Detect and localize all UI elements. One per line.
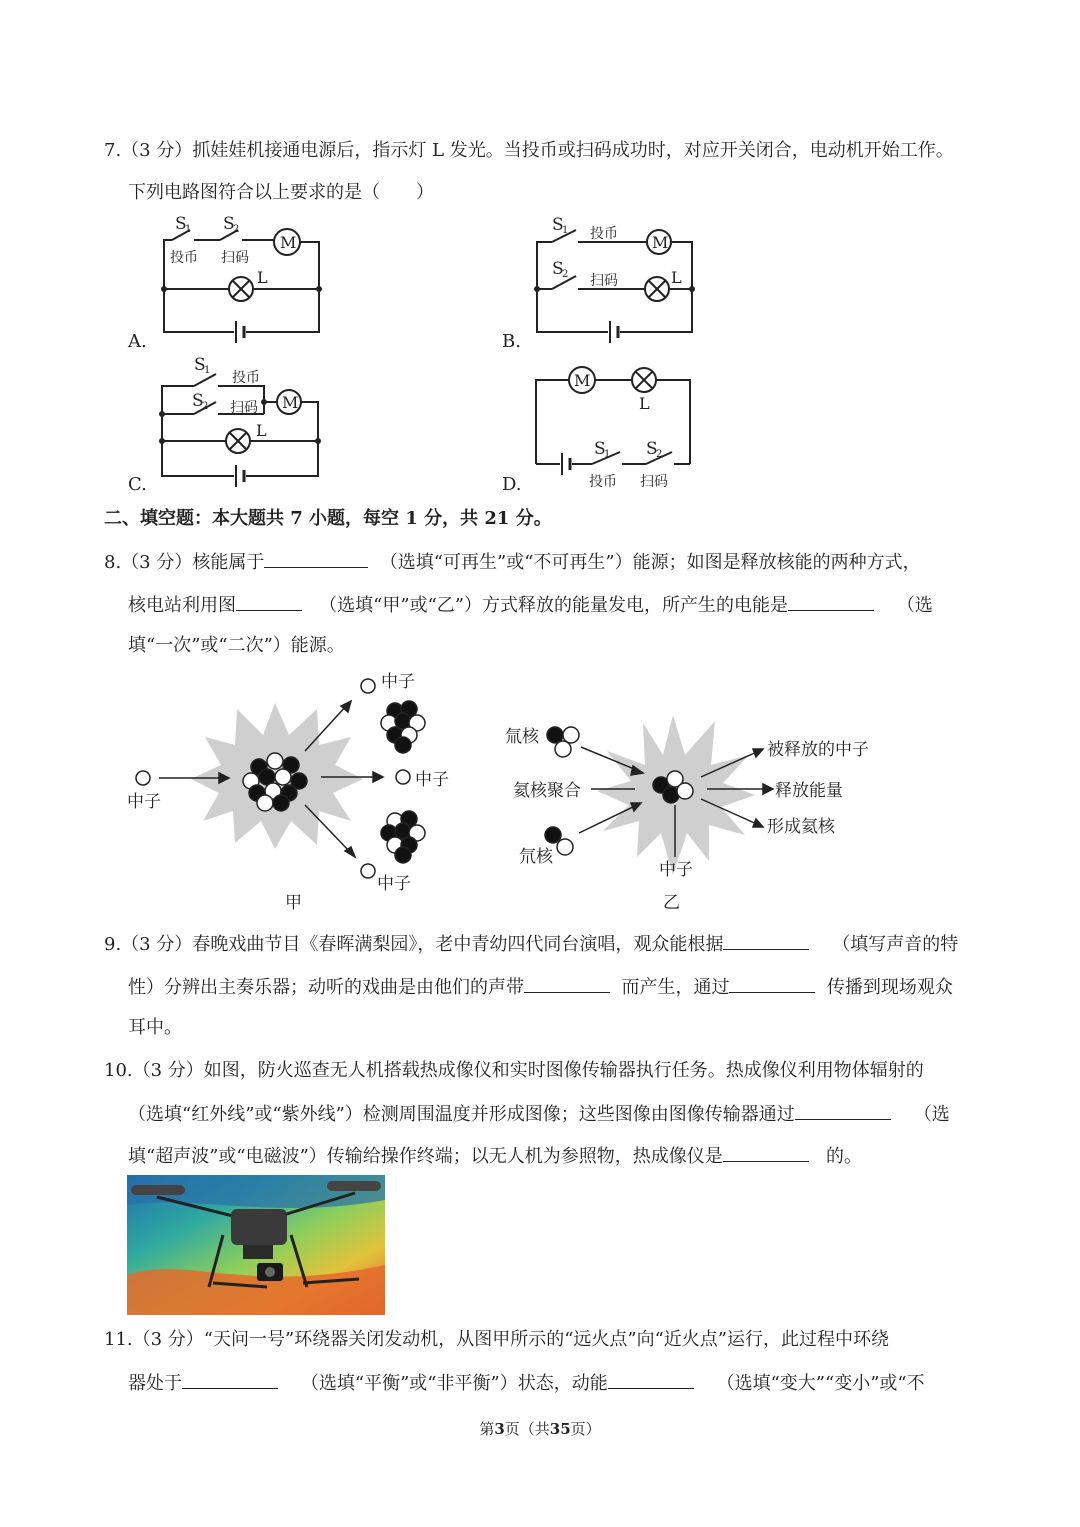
svg-text:2: 2 [562,269,569,280]
option-c-label: C. [128,474,147,495]
svg-text:氘核: 氘核 [519,847,553,867]
svg-text:M: M [280,233,297,252]
svg-text:扫码: 扫码 [221,250,249,266]
svg-text:中子: 中子 [659,860,693,880]
svg-text:2: 2 [656,449,663,460]
svg-text:L: L [671,268,682,287]
q11-line1: 11.（3 分）“天问一号”环绕器关闭发动机，从图甲所示的“远火点”向“近火点”运行，此过程中环绕 [104,1329,890,1350]
svg-text:乙: 乙 [663,893,680,913]
q10-blank-3[interactable] [723,1143,809,1162]
svg-text:扫码: 扫码 [590,273,618,289]
svg-text:S: S [552,215,564,235]
option-a-label: A. [128,331,147,352]
svg-text:S: S [552,259,564,279]
section-heading: 二、填空题：本大题共 7 小题，每空 1 分，共 21 分。 [104,508,552,529]
q7-stem-line2: 下列电路图符合以上要求的是（ ） [128,182,434,203]
svg-text:L: L [639,394,650,413]
svg-text:2: 2 [233,224,240,235]
svg-text:中子: 中子 [415,770,449,790]
page-footer: 第3页（共35页） [479,1420,601,1438]
svg-text:甲: 甲 [285,893,302,913]
q11-blank-1[interactable] [182,1370,278,1389]
q9-line2: 性）分辨出主奏乐器；动听的戏曲是由他们的声带 而产生，通过 传播到现场观众 [128,974,953,1000]
svg-text:中子: 中子 [377,874,411,894]
svg-text:扫码: 扫码 [640,474,668,490]
circuit-c [150,352,335,492]
svg-text:投币: 投币 [170,250,198,266]
svg-text:1: 1 [185,224,192,235]
q9-line3: 耳中。 [128,1017,182,1038]
q10-blank-2[interactable] [795,1101,891,1120]
svg-text:M: M [282,393,299,412]
nuclear-energy-figure [125,665,895,915]
svg-text:中子: 中子 [127,792,161,812]
svg-text:投币: 投币 [590,226,618,242]
svg-text:S: S [646,439,658,459]
svg-text:1: 1 [604,449,611,460]
svg-text:S: S [192,391,204,411]
svg-text:投币: 投币 [232,370,260,386]
svg-text:释放能量: 释放能量 [775,781,843,801]
svg-text:氦核聚合: 氦核聚合 [513,781,581,801]
circuit-b [522,208,707,348]
q8-line3: 填“一次”或“二次”）能源。 [128,635,345,656]
q11-blank-2[interactable] [608,1370,694,1389]
svg-text:S: S [223,214,235,234]
svg-text:S: S [194,355,206,375]
svg-text:L: L [257,268,268,287]
q9-blank-3[interactable] [729,974,815,993]
total-pages: 35 [549,1420,571,1438]
svg-text:形成氦核: 形成氦核 [767,817,835,837]
q8-line2: 核电站利用图 （选填“甲”或“乙”）方式释放的能量发电，所产生的电能是 （选 [128,592,933,618]
q11-line2: 器处于 （选填“平衡”或“非平衡”）状态，动能 （选填“变大”“变小”或“不 [128,1370,925,1396]
page-number: 3 [494,1420,505,1438]
svg-text:M: M [652,233,669,252]
svg-text:1: 1 [562,225,569,236]
svg-text:S: S [594,439,606,459]
svg-text:1: 1 [204,365,211,376]
option-d-label: D. [502,474,522,495]
q9-blank-2[interactable] [524,974,610,993]
q8-line1: 8.（3 分）核能属于 （选填“可再生”或“不可再生”）能源；如图是释放核能的两种方式， [104,549,921,575]
q9-line1: 9.（3 分）春晚戏曲节目《春晖满梨园》，老中青幼四代同台演唱，观众能根据 （填写声音的特 [104,931,958,957]
q10-line3: 填“超声波”或“电磁波”）传输给操作终端；以无人机为参照物，热成像仪是 的。 [128,1143,862,1169]
q8-blank-1[interactable] [264,549,368,568]
option-b-label: B. [502,331,521,352]
q8-blank-2[interactable] [236,592,302,611]
svg-text:被释放的中子: 被释放的中子 [767,740,869,760]
circuit-a [150,208,335,348]
circuit-d [522,352,707,492]
svg-text:氚核: 氚核 [505,727,539,747]
q7-stem-line1: 7.（3 分）抓娃娃机接通电源后，指示灯 L 发光。当投币或扫码成功时，对应开关闭合，电动机开始工作。 [104,140,954,161]
svg-text:S: S [175,214,187,234]
svg-text:中子: 中子 [381,672,415,692]
svg-text:L: L [256,421,267,440]
svg-text:M: M [574,371,591,390]
svg-text:2: 2 [202,401,209,412]
svg-text:投币: 投币 [589,474,617,490]
svg-text:扫码: 扫码 [230,400,258,416]
q9-blank-1[interactable] [723,931,809,950]
q8-blank-3[interactable] [788,592,874,611]
q10-line1: 10.（3 分）如图，防火巡查无人机搭载热成像仪和实时图像传输器执行任务。热成像仪利用物体辐射的 [104,1060,924,1081]
q10-line2: （选填“红外线”或“紫外线”）检测周围温度并形成图像；这些图像由图像传输器通过 （选 [128,1101,950,1127]
drone-thermal-image [127,1175,385,1315]
